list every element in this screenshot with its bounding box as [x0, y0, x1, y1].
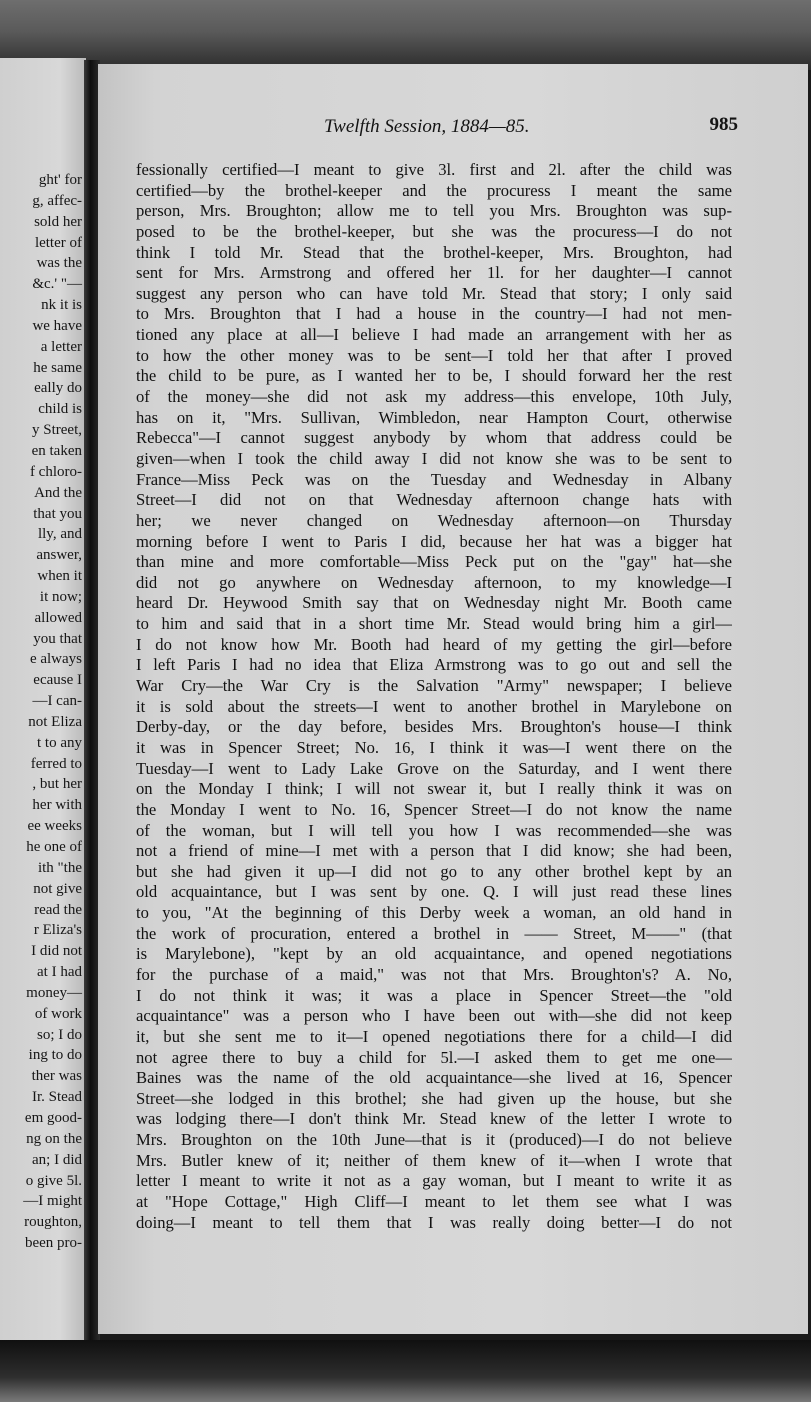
body-line: suggest any person who can have told Mr. Stead that story; I only said	[136, 283, 732, 303]
left-page-edge	[0, 58, 86, 1340]
body-line: tioned any place at all—I believe I had made an arrangement with her as	[136, 325, 732, 345]
page-header	[98, 116, 808, 142]
left-page-line: read the	[34, 901, 82, 918]
left-page-line: roughton,	[24, 1214, 82, 1231]
left-page-line: I did not	[31, 943, 82, 960]
body-line: Mrs. Broughton on the 10th June—that is it (produced)—I do not believe	[136, 1130, 732, 1150]
body-line: not agree there to buy a child for 5l.—I asked them to get me one—	[136, 1047, 732, 1067]
body-line: the child to be pure, as I wanted her to be, I should forward her the rest	[136, 366, 732, 386]
left-page-line: r Eliza's	[33, 922, 82, 939]
left-page-line: an; I did	[32, 1151, 82, 1168]
left-page-line: ing to do	[28, 1047, 82, 1064]
body-line: of the money—she did not ask my address—this envelope, 10th July,	[136, 387, 732, 407]
left-page-line: lly, and	[37, 526, 82, 543]
left-page-line: ng on the	[26, 1130, 82, 1147]
left-page-line: when it	[37, 568, 82, 585]
body-line: Street—she lodged in this brothel; she had given up the house, but she	[136, 1088, 732, 1108]
body-line: War Cry—the War Cry is the Salvation "Army" newspaper; I believe	[136, 676, 732, 696]
left-page-line: letter of	[34, 234, 82, 251]
left-page-line: t to any	[37, 734, 82, 751]
body-line: it, but she sent me to it—I opened negotiations there for a child—I did	[136, 1026, 732, 1046]
body-line: to how the other money was to be sent—I told her that after I proved	[136, 345, 732, 365]
body-line: heard Dr. Heywood Smith say that on Wednesday night Mr. Booth came	[136, 593, 732, 613]
body-line: Street—I did not on that Wednesday afternoon change hats with	[136, 490, 732, 510]
body-line: morning before I went to Paris I did, because her hat was a bigger hat	[136, 531, 732, 551]
left-page-line: o give 5l.	[25, 1172, 82, 1189]
body-text	[136, 160, 732, 1233]
body-line: was lodging there—I don't think Mr. Stead knew of the letter I wrote to	[136, 1109, 732, 1129]
body-line: I do not know how Mr. Booth had heard of my getting the girl—before	[136, 634, 732, 654]
body-line: Derby-day, or the day before, besides Mrs. Broughton's house—I think	[136, 717, 732, 737]
body-line: I do not think it was; it was a place in Spencer Street—the "old	[136, 985, 732, 1005]
body-line: than mine and more comfortable—Miss Peck put on the "gay" hat—she	[136, 552, 732, 572]
left-page-line: , but her	[32, 776, 82, 793]
body-line: given—when I took the child away I did not know she was to be sent to	[136, 448, 732, 468]
left-page-line: nk it is	[41, 297, 82, 314]
left-page-line: not Eliza	[28, 713, 82, 730]
left-page-line: that you	[33, 505, 82, 522]
body-line: fessionally certified—I meant to give 3l. first and 2l. after the child was	[136, 160, 732, 179]
left-page-line: was the	[36, 255, 82, 272]
body-line: at "Hope Cottage," High Cliff—I meant to let them see what I was	[136, 1192, 732, 1212]
body-line: old acquaintance, but I was sent by one. Q. I will just read these lines	[136, 882, 732, 902]
left-page-line: allowed	[34, 609, 82, 626]
left-page-line: Ir. Stead	[32, 1089, 82, 1106]
left-page-text	[23, 170, 82, 1254]
left-page-line: eally do	[34, 380, 82, 397]
left-page-line: he same	[33, 359, 82, 376]
body-line: Baines was the name of the old acquaintance—she lived at 16, Spencer	[136, 1068, 732, 1088]
body-line: is Marylebone), "kept by an old acquaintance, and opened negotiations	[136, 944, 732, 964]
body-line: letter I meant to write it not as a gay woman, but I meant to write it as	[136, 1171, 732, 1191]
left-page-line: at I had	[37, 964, 82, 981]
left-page-line: he one of	[26, 839, 82, 855]
left-page-line: money—	[26, 984, 82, 1001]
body-line: sent for Mrs. Armstrong and offered her 1l. for her daughter—I cannot	[136, 263, 732, 283]
body-line: it is sold about the streets—I went to another brothel in Marylebone on	[136, 696, 732, 716]
left-page-line: child is	[38, 401, 82, 418]
left-page-line: —I might	[23, 1193, 82, 1210]
body-line: the Monday I went to No. 16, Spencer Street—I do not know the name	[136, 799, 732, 819]
left-page-line: been pro-	[24, 1235, 82, 1252]
left-page-line: ferred to	[30, 755, 82, 772]
left-page-line: —I can-	[32, 693, 82, 710]
left-page-line: of work	[34, 1005, 82, 1022]
body-line: Tuesday—I went to Lady Lake Grove on the Saturday, and I went there	[136, 758, 732, 778]
body-line: doing—I meant to tell them that I was really doing better—I do not	[136, 1212, 732, 1232]
body-line: to him and said that in a short time Mr. Stead would bring him a girl—	[136, 614, 732, 634]
body-line: think I told Mr. Stead that the brothel-keeper, Mrs. Broughton, had	[136, 242, 732, 262]
left-page-line: answer,	[36, 547, 82, 564]
body-line: France—Miss Peck was on the Tuesday and Wednesday in Albany	[136, 469, 732, 489]
left-page-line: a letter	[40, 338, 82, 355]
body-line: on the Monday I think; I will not swear it, but I really think it was on	[136, 779, 732, 799]
running-head-text: Twelfth Session, 1884—85.	[324, 116, 530, 137]
left-page-line: em good-	[24, 1109, 82, 1126]
left-page-line: not give	[33, 880, 82, 897]
body-line: to Mrs. Broughton that I had a house in the country—I had not men-	[136, 304, 732, 324]
body-line: Rebecca"—I cannot suggest anybody by whom that address could be	[136, 428, 732, 448]
body-line: posed to be the brothel-keeper, but she was the procuress—I do not	[136, 221, 732, 241]
left-page-line: so; I do	[37, 1026, 82, 1043]
body-line: person, Mrs. Broughton; allow me to tell you Mrs. Broughton was sup-	[136, 201, 732, 221]
left-page-line: sold her	[34, 213, 82, 230]
left-page-line: And the	[34, 484, 82, 501]
body-line: did not go anywhere on Wednesday afternoon, to my knowledge—I	[136, 572, 732, 592]
page-number: 985	[709, 114, 738, 135]
left-page-line: ecause I	[33, 672, 82, 689]
left-page-line: e always	[29, 651, 82, 668]
right-page	[98, 64, 808, 1334]
body-line: has on it, "Mrs. Sullivan, Wimbledon, near Hampton Court, otherwise	[136, 407, 732, 427]
left-page-line: ee weeks	[27, 818, 82, 835]
body-line: Mrs. Butler knew of it; neither of them knew of it—when I wrote that	[136, 1150, 732, 1170]
body-line: her; we never changed on Wednesday afternoon—on Thursday	[136, 510, 732, 530]
body-line: certified—by the brothel-keeper and the procuress I meant the same	[136, 180, 732, 200]
left-page-line: en taken	[31, 442, 82, 459]
body-line: I left Paris I had no idea that Eliza Armstrong was to go out and sell the	[136, 655, 732, 675]
left-page-line: y Street,	[32, 422, 82, 439]
left-page-line: you that	[33, 630, 82, 647]
body-line: not a friend of mine—I met with a person that I did know; she had been,	[136, 841, 732, 861]
body-line: of the woman, but I will tell you how I was recommended—she was	[136, 820, 732, 840]
left-page-line: ith "the	[37, 859, 82, 876]
body-line: it was in Spencer Street; No. 16, I think it was—I went there on the	[136, 737, 732, 757]
left-page-line: her with	[32, 797, 82, 814]
left-page-line: it now;	[39, 588, 82, 605]
body-line: but she had given it up—I did not go to any other brothel kept by an	[136, 861, 732, 881]
body-line: acquaintance" was a person who I have been out with—she did not keep	[136, 1006, 732, 1026]
body-line: the work of procuration, entered a brothel in —— Street, M——" (that	[136, 923, 732, 943]
scan-border-bottom	[0, 1340, 811, 1402]
running-head	[324, 116, 530, 138]
body-line: for the purchase of a maid," was not that Mrs. Broughton's? A. No,	[136, 964, 732, 984]
left-page-line: ther was	[31, 1068, 82, 1085]
left-page-line: ght' for	[38, 172, 82, 188]
left-page-line: &c.' "—	[32, 276, 82, 293]
left-page-line: we have	[32, 317, 82, 334]
scan-border-top	[0, 0, 811, 70]
left-page-line: f chloro-	[29, 463, 82, 480]
body-line: to you, "At the beginning of this Derby week a woman, an old hand in	[136, 903, 732, 923]
left-page-line: g, affec-	[32, 192, 82, 209]
